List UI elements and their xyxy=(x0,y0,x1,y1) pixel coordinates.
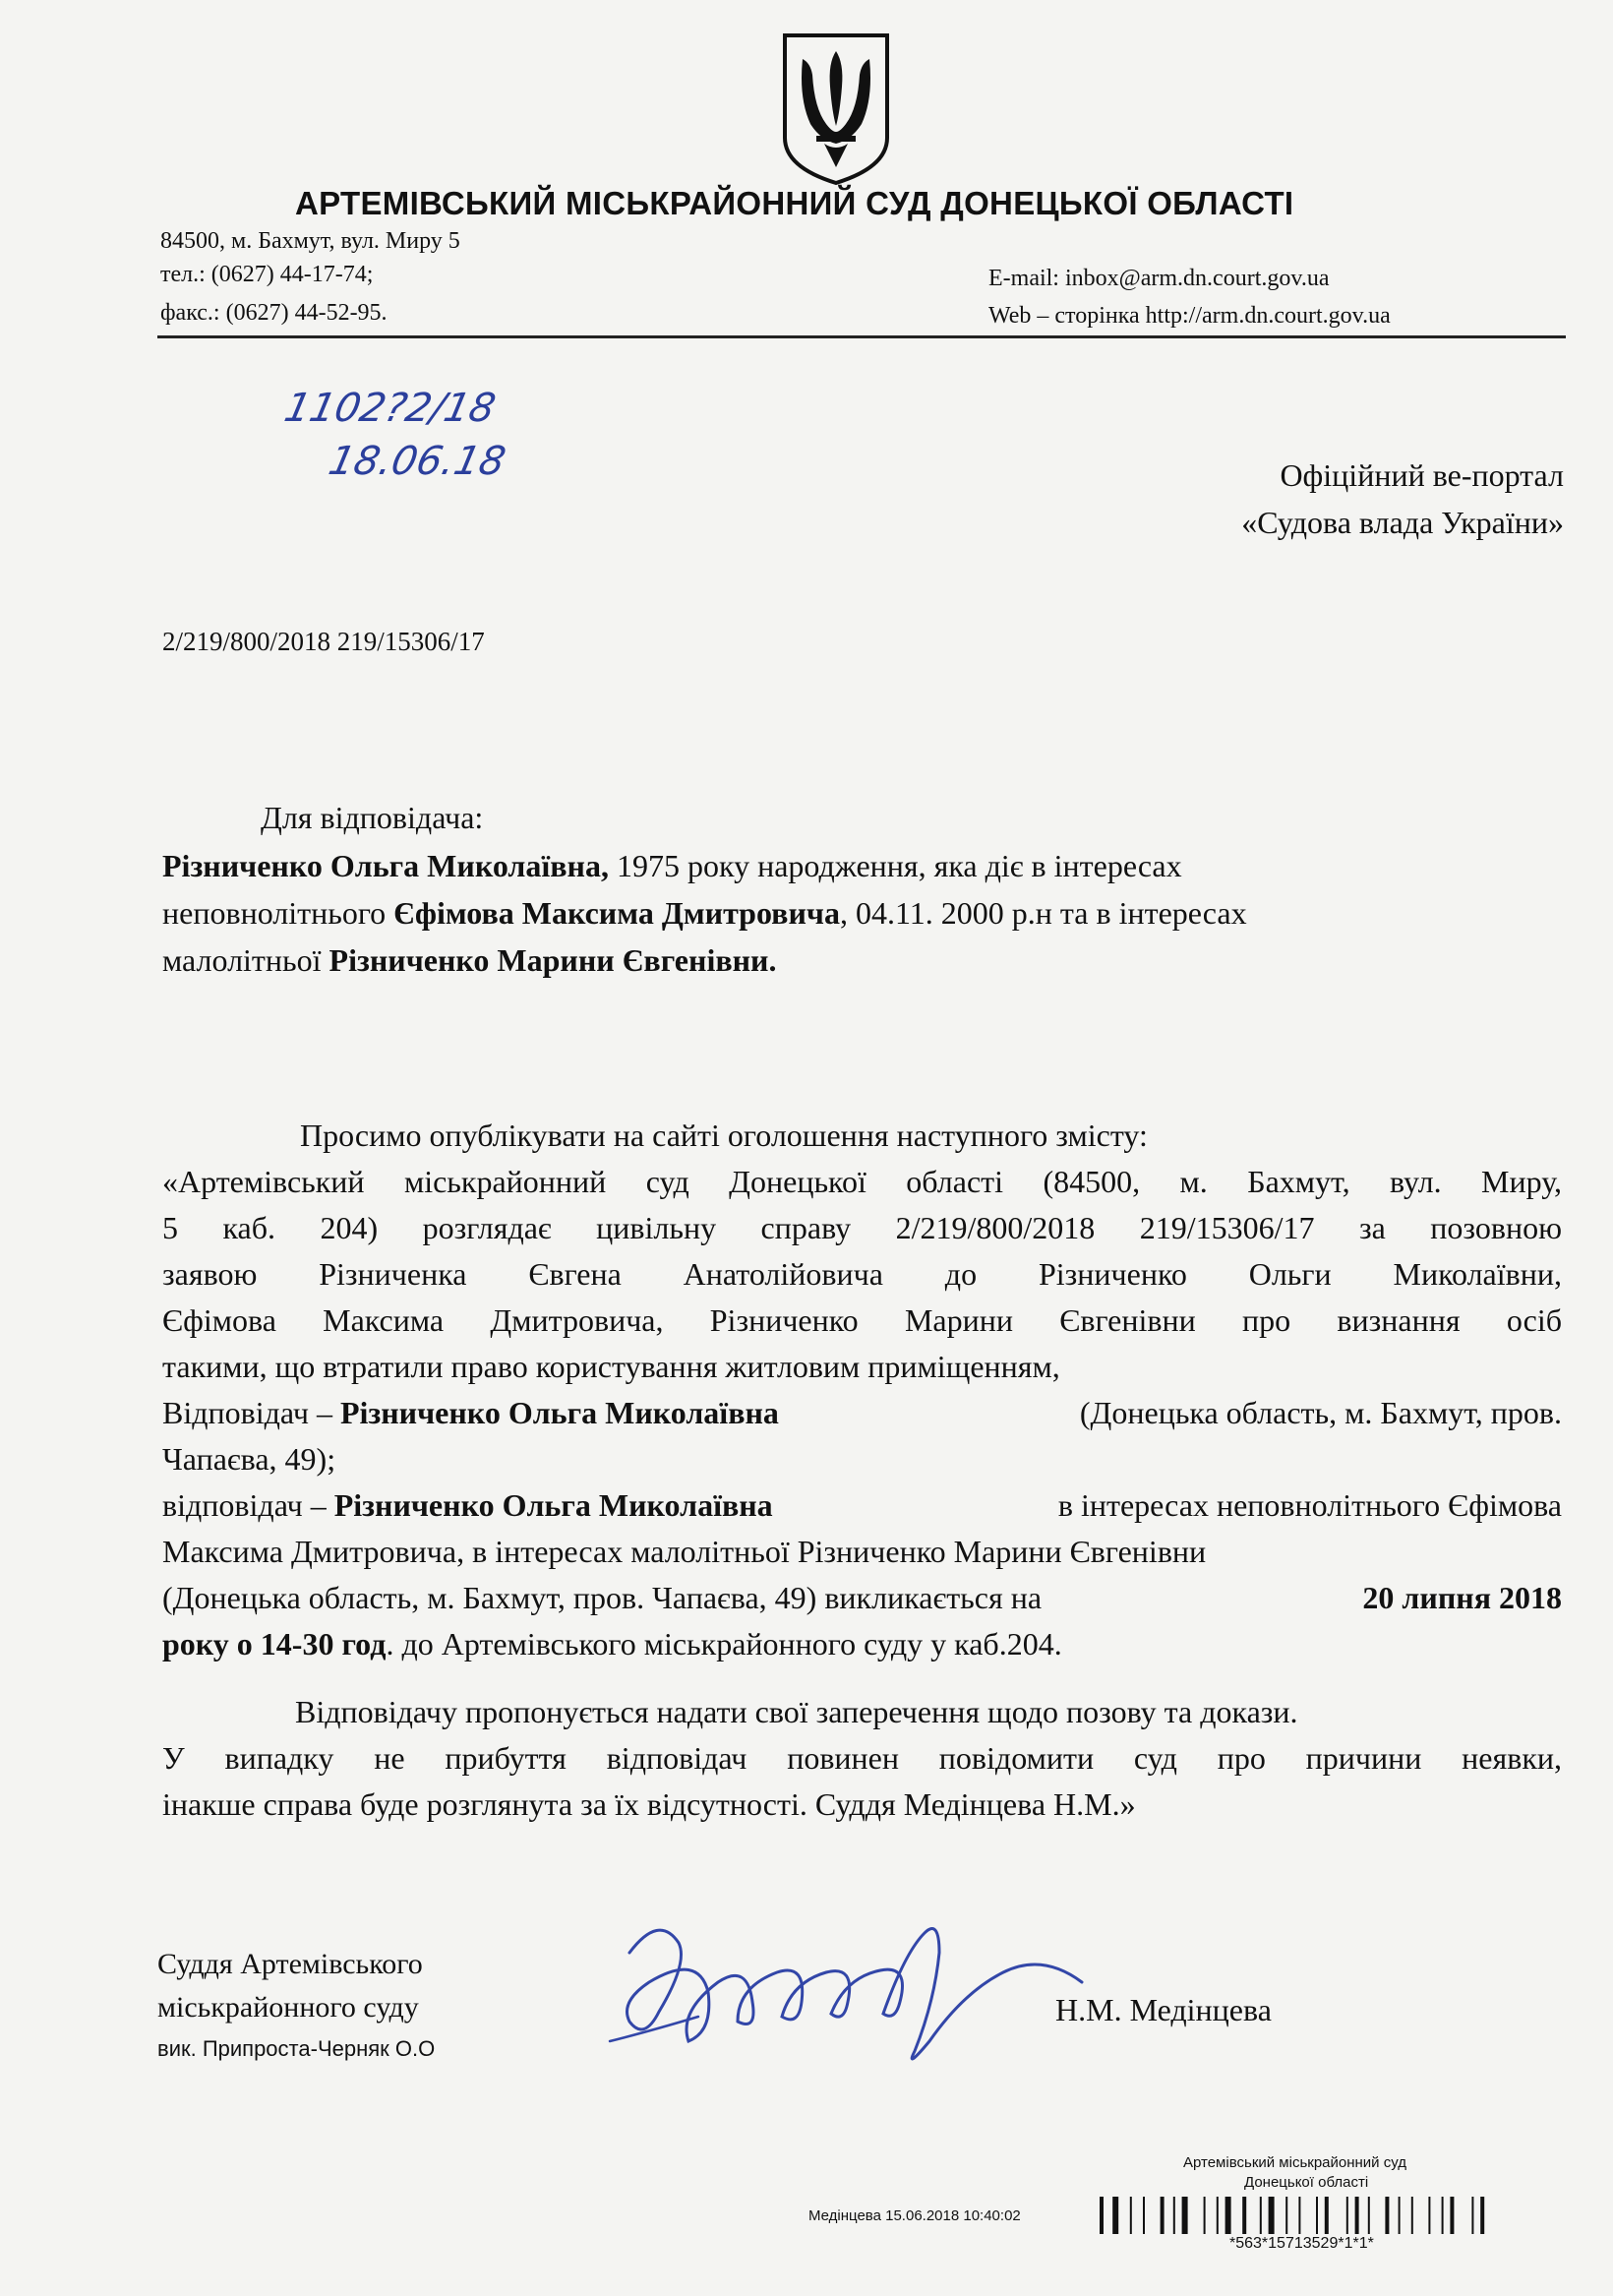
announcement-line: (Донецька область, м. Бахмут, пров. Чапаєва, 49) викликається на 20 липня 2018 xyxy=(162,1574,1562,1621)
announcement-line: Чапаєва, 49); xyxy=(162,1441,336,1477)
announcement-line: «Артемівський міськрайонний суд Донецької області (84500, м. Бахмут, вул. Миру, xyxy=(162,1164,1562,1199)
announcement-line: Єфімова Максима Дмитровича, Різниченко Марини Євгенівни про визнання осіб xyxy=(162,1302,1562,1338)
defendant-heading: Для відповідача: xyxy=(261,800,484,835)
closing-line: У випадку не прибуття відповідач повинен повідомити суд про причини неявки, xyxy=(162,1740,1562,1776)
recipient-line-1: Офіційний ве-портал xyxy=(1280,457,1564,493)
footer-court-line-2: Донецької області xyxy=(1244,2174,1369,2191)
court-address: 84500, м. Бахмут, вул. Миру 5 xyxy=(160,228,460,254)
announcement-line: Відповідач – Різниченко Ольга Миколаївна (Донецька область, м. Бахмут, пров. xyxy=(162,1395,1562,1430)
minor-name: Єфімова Максима Дмитровича xyxy=(393,895,840,931)
handwritten-signature xyxy=(590,1894,1102,2090)
child-name: Різниченко Марини Євгенівни. xyxy=(329,942,777,978)
court-website: Web – сторінка http://arm.dn.court.gov.ua xyxy=(988,303,1391,329)
announcement-line: року о 14-30 год. до Артемівського міськрайонного суду у каб.204. xyxy=(162,1626,1062,1662)
electronic-stamp: Медінцева 15.06.2018 10:40:02 xyxy=(808,2207,1021,2224)
handwritten-registration-number: 1102?2/18 xyxy=(280,386,500,431)
announcement-line: 5 каб. 204) розглядає цивільну справу 2/219/800/2018 219/15306/17 за позовною xyxy=(162,1210,1562,1245)
recipient-line-2: «Судова влада України» xyxy=(1241,505,1564,540)
defendant-name: Різниченко Ольга Миколаївна, xyxy=(162,848,609,883)
hearing-time: року о 14-30 год xyxy=(162,1626,387,1662)
hearing-date: 20 липня 2018 xyxy=(1362,1580,1562,1615)
announcement-intro: Просимо опублікувати на сайті оголошення наступного змісту: xyxy=(300,1118,1148,1153)
closing-line: інакше справа буде розглянута за їх відсутності. Суддя Медінцева Н.М.» xyxy=(162,1786,1136,1822)
executor-name: вик. Припроста-Черняк О.О xyxy=(157,2036,436,2061)
coat-of-arms-trident-icon xyxy=(777,30,895,187)
signer-title-line-1: Суддя Артемівського xyxy=(157,1948,423,1980)
barcode xyxy=(1100,2197,1582,2234)
announcement-line: такими, що втратили право користування житловим приміщенням, xyxy=(162,1349,1060,1384)
closing-line: Відповідачу пропонується надати свої заперечення щодо позову та докази. xyxy=(295,1694,1298,1729)
announcement-line: відповідач – Різниченко Ольга Миколаївна в інтересах неповнолітнього Єфімова xyxy=(162,1487,1562,1523)
signer-name: Н.М. Медінцева xyxy=(1055,1992,1272,2027)
court-email: E-mail: inbox@arm.dn.court.gov.ua xyxy=(988,266,1330,291)
court-name-heading: АРТЕМІВСЬКИЙ МІСЬКРАЙОННИЙ СУД ДОНЕЦЬКОЇ ОБЛАСТІ xyxy=(295,185,1294,221)
header-divider xyxy=(157,335,1566,338)
barcode-text: *563*15713529*1*1* xyxy=(1229,2235,1374,2252)
handwritten-registration-date: 18.06.18 xyxy=(325,439,510,484)
defendant-line-1: Різниченко Ольга Миколаївна, 1975 року народження, яка діє в інтересах xyxy=(162,848,1182,883)
court-fax: факс.: (0627) 44-52-95. xyxy=(160,300,388,326)
footer-court-line-1: Артемівський міськрайонний суд xyxy=(1183,2154,1406,2171)
announcement-line: заявою Різниченка Євгена Анатолійовича до Різниченко Ольги Миколаївни, xyxy=(162,1256,1562,1292)
announcement-line: Максима Дмитровича, в інтересах малолітньої Різниченко Марини Євгенівни xyxy=(162,1534,1207,1569)
defendant-line-3: малолітньої Різниченко Марини Євгенівни. xyxy=(162,942,777,978)
signer-title-line-2: міськрайонного суду xyxy=(157,1991,419,2024)
case-number: 2/219/800/2018 219/15306/17 xyxy=(162,627,485,656)
defendant-line-2: неповнолітнього Єфімова Максима Дмитровича, 04.11. 2000 р.н та в інтересах xyxy=(162,895,1247,931)
court-phone: тел.: (0627) 44-17-74; xyxy=(160,262,374,287)
